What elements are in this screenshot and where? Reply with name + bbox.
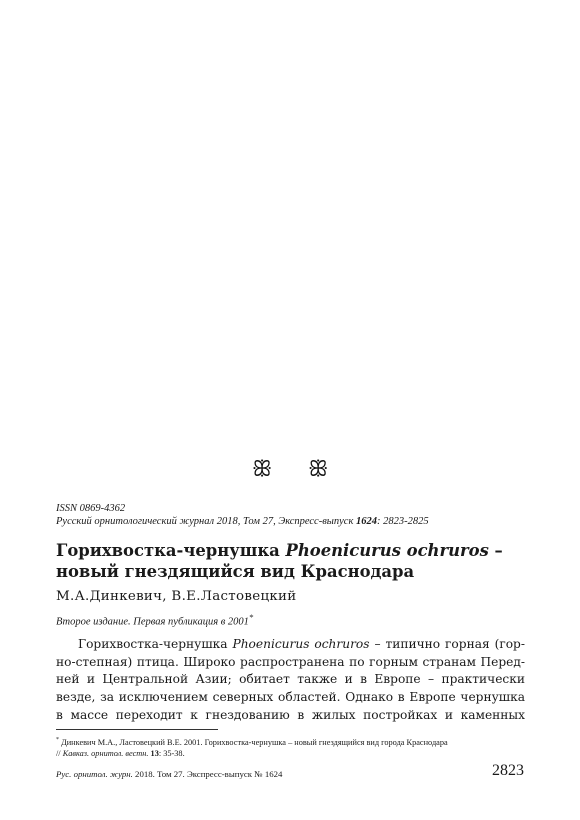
body-line	[56, 636, 525, 654]
edition-marker: *	[248, 612, 254, 622]
page-number: 2823	[492, 762, 524, 779]
body-line: в массе переходит к гнездованию в жилых постройках и каменных	[56, 707, 525, 722]
issn: ISSN 0869-4362	[56, 503, 126, 514]
footnote-text1: Динкевич М.А., Ластовецкий В.Е. 2001. Горихвостка-чернушка – новый гнездящийся вид города Краснодара	[59, 737, 448, 747]
fleuron-left-icon: ꕥ	[251, 456, 283, 481]
footnote-pages: : 35-38.	[158, 748, 185, 758]
citation-prefix: Русский орнитологический журнал 2018, Том 27, Экспресс-выпуск	[56, 516, 356, 527]
body-line: везде, за исключением северных областей. Однако в Европе чернушка	[56, 690, 525, 705]
citation	[56, 516, 429, 527]
edition-text: Второе издание. Первая публикация в 2001	[56, 616, 249, 628]
footnote-marker: *	[56, 737, 59, 743]
body-line1-a: Горихвостка-чернушка	[78, 637, 233, 651]
citation-issue: 1624	[356, 516, 377, 527]
edition-note	[56, 612, 253, 628]
footnote-rule	[56, 729, 218, 730]
citation-suffix: : 2823-2825	[377, 516, 429, 527]
footnote-journal: Кавказ. орнитол. вестн.	[62, 748, 149, 758]
body-line1-b: – типично горная (гор-	[369, 637, 525, 651]
body-line: но-степная) птица. Широко распространена по горным странам Перед-	[56, 654, 525, 669]
footnote	[56, 735, 528, 759]
fleuron-right-icon: ꕥ	[297, 456, 329, 481]
title-line2: новый гнездящийся вид Краснодара	[56, 562, 415, 581]
article-body	[56, 636, 525, 725]
ornament-divider	[0, 456, 580, 482]
footnote-volume: 13	[150, 748, 159, 758]
footer-rest: 2018. Том 27. Экспресс-выпуск № 1624	[132, 769, 283, 779]
title-latin: Phoenicurus ochruros	[285, 541, 489, 560]
footer-journal: Рус. орнитол. журн.	[56, 769, 133, 779]
footnote-text2-prefix: //	[56, 748, 63, 758]
body-line: ней и Центральной Азии; обитает также и в Европе – практически	[56, 672, 525, 687]
title-part2: –	[488, 541, 503, 560]
authors: М.А.Динкевич, В.Е.Ластовецкий	[56, 589, 297, 604]
running-footer	[56, 769, 282, 779]
body-line1-latin: Phoenicurus ochruros	[232, 637, 370, 651]
article-title	[56, 540, 526, 582]
title-part1: Горихвостка-чернушка	[56, 541, 286, 560]
